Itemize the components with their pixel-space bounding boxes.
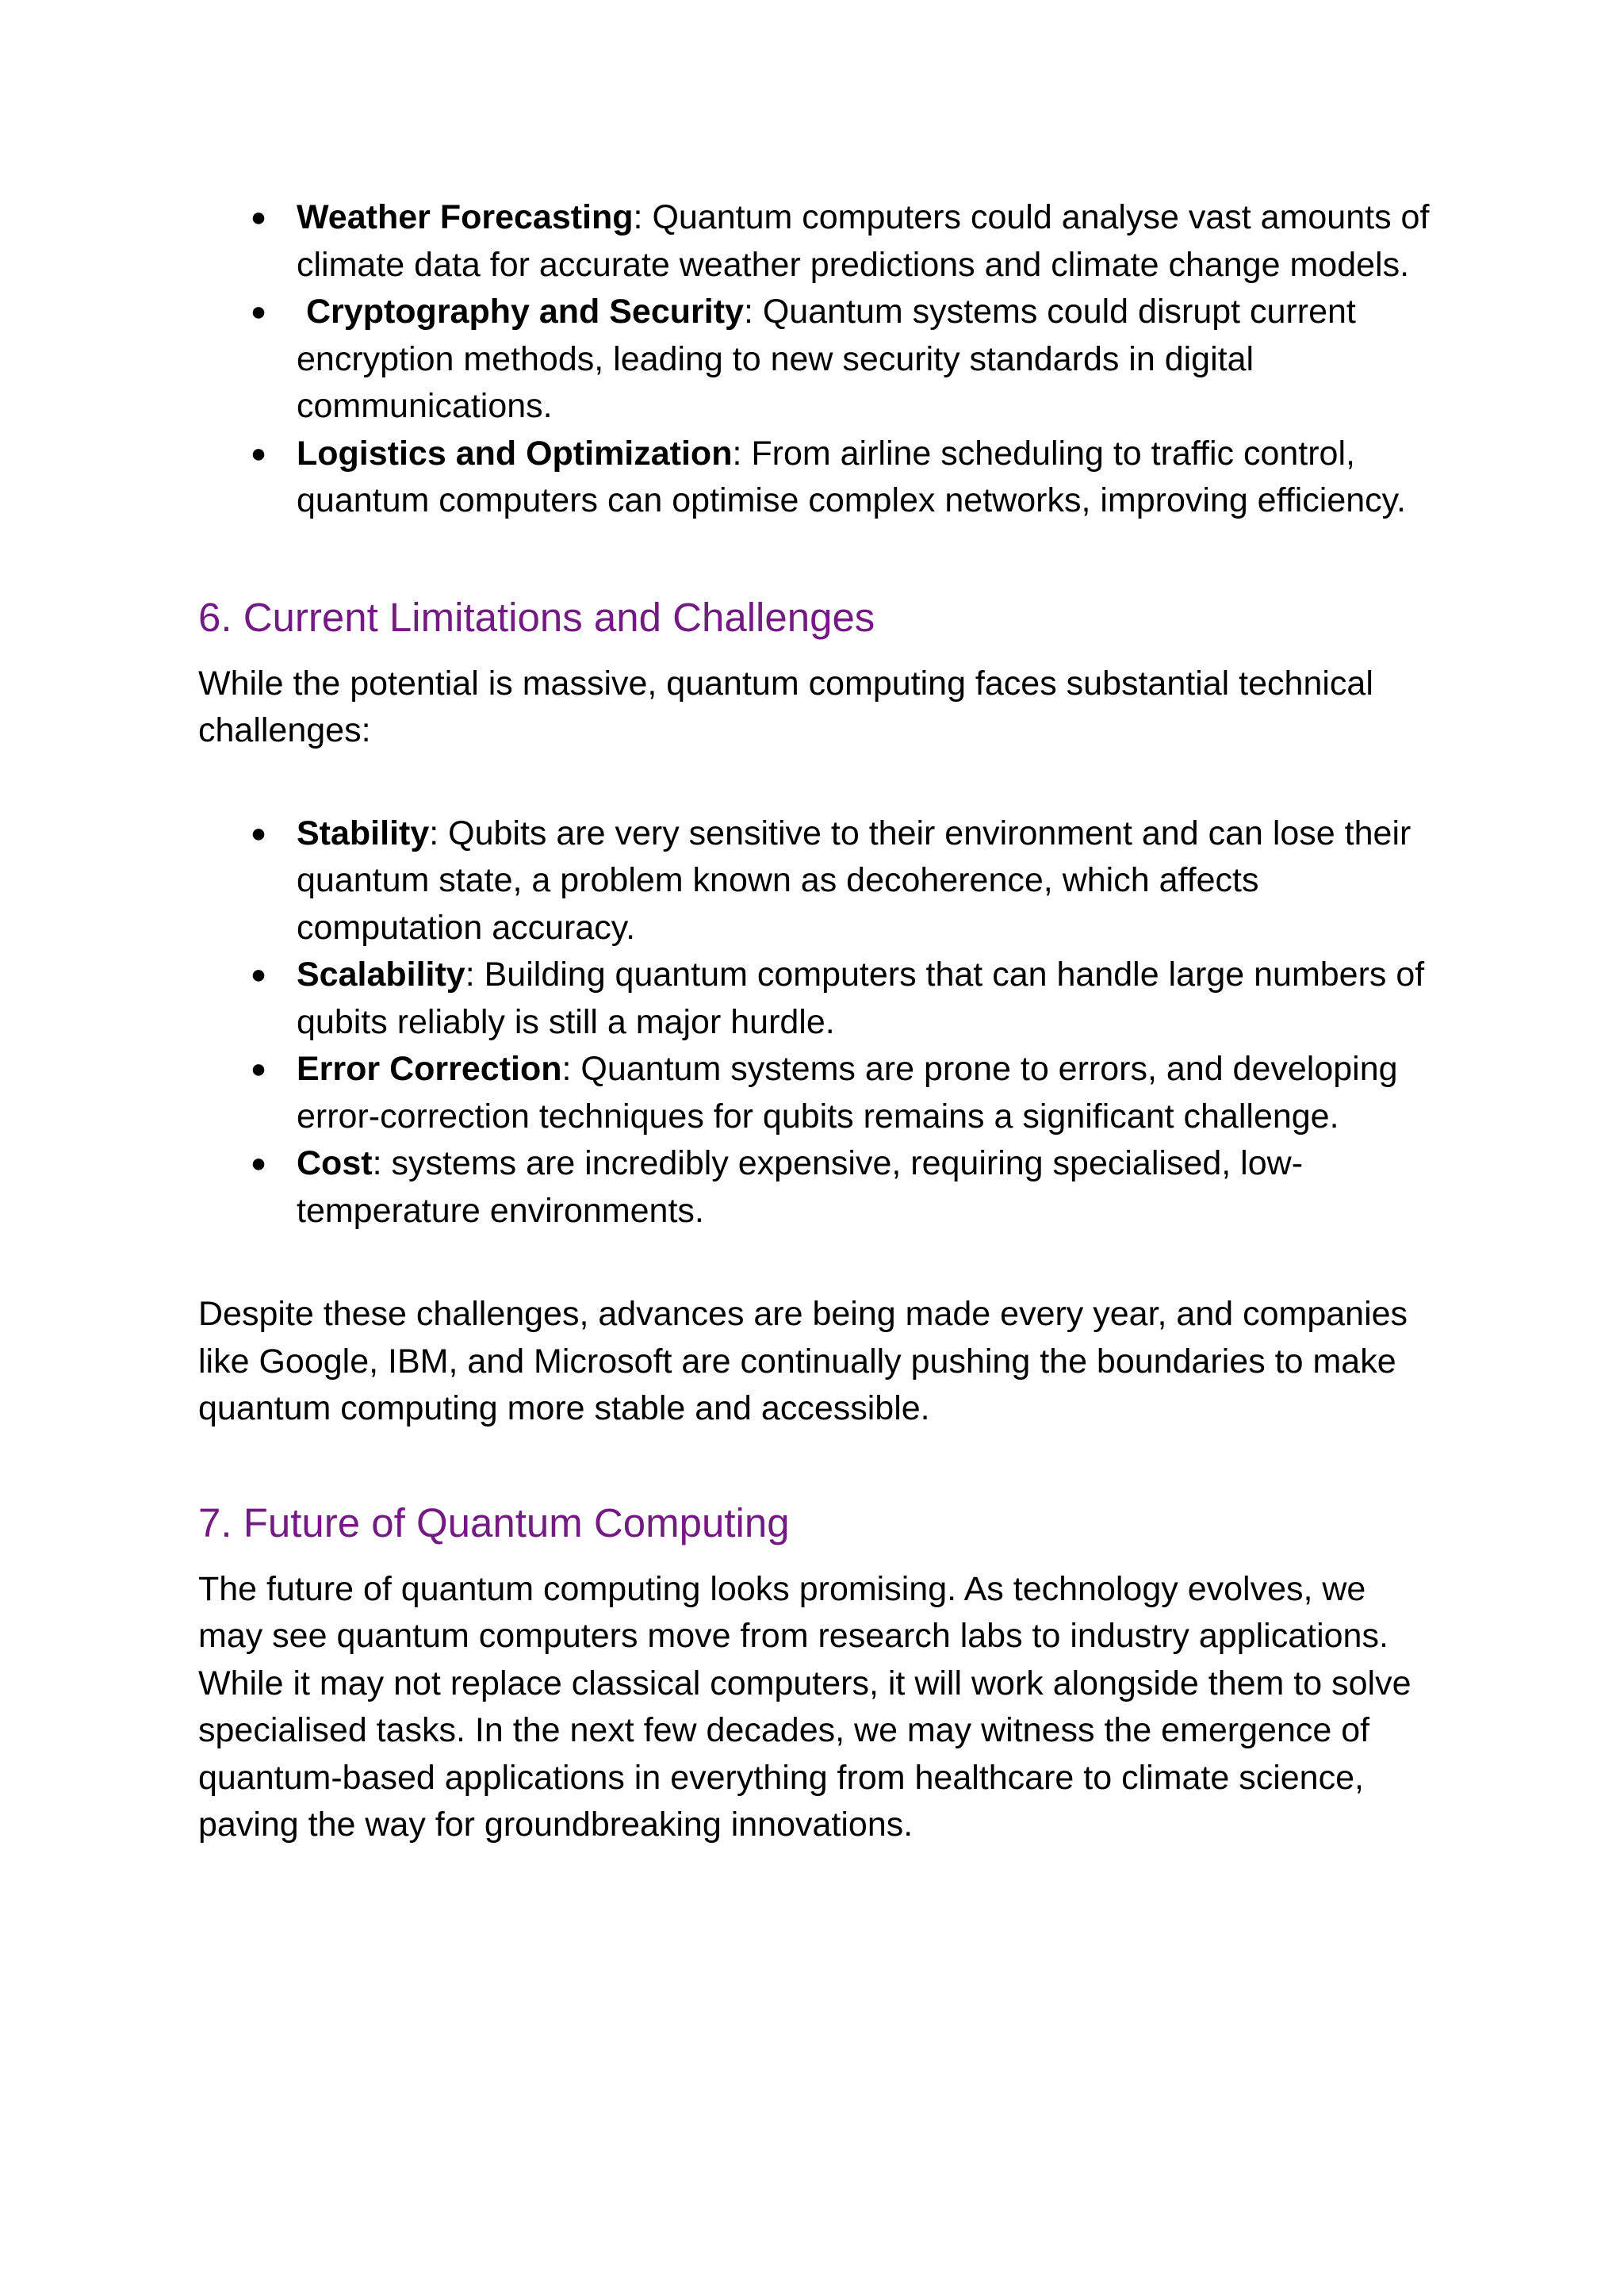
list-item [198,1140,1435,1235]
bullet-icon: ● [250,1148,267,1178]
section-heading-limitations: 6. Current Limitations and Challenges [198,594,875,640]
section-heading-future: 7. Future of Quantum Computing [198,1499,790,1545]
list-item [198,810,1435,952]
list-item-text: : Qubits are very sensitive to their environment and can lose their quantum state, a problem known as decoherence, which affects computation accuracy. [297,814,1411,947]
list-item-term: Cost [297,1144,373,1182]
bullet-icon: ● [250,1054,267,1084]
list-item-term: Logistics and Optimization [297,434,733,473]
list-item-text: : Quantum systems could disrupt current encryption methods, leading to new security standards in digital communications. [297,293,1356,425]
page-content [198,194,1435,1849]
list-item-term: Error Correction [297,1050,562,1088]
list-item-term: Weather Forecasting [297,198,634,236]
list-item-text: : systems are incredibly expensive, requiring specialised, low-temperature environments. [297,1144,1304,1230]
list-item [198,952,1435,1046]
applications-list [198,194,1435,525]
list-item [198,289,1435,431]
section-closing-paragraph: Despite these challenges, advances are being made every year, and companies like Google, IBM, and Microsoft are continually pushing the boundaries to make quantum computing more stable and accessible. [198,1295,1408,1427]
list-item-term: Scalability [297,956,465,994]
list-item [198,1046,1435,1140]
list-item-text: : Building quantum computers that can handle large numbers of qubits reliably is still a major hurdle. [297,956,1425,1041]
list-item [198,431,1435,525]
section-intro-paragraph: While the potential is massive, quantum computing faces substantial technical challenges: [198,664,1373,749]
challenges-list [198,810,1435,1235]
section-body-paragraph: The future of quantum computing looks promising. As technology evolves, we may see quantum computers move from research labs to industry applications. While it may not replace classical computers, it will work alongside them to solve specialised tasks. In the next few decades, we may witness the emergence of quantum-based applications in everything from healthcare to climate science, paving the way for groundbreaking innovations. [198,1569,1411,1844]
list-item-text: : Quantum systems are prone to errors, and developing error-correction techniques for qubits remains a significant challenge. [297,1050,1398,1136]
list-item-text: : Quantum computers could analyse vast amounts of climate data for accurate weather predictions and climate change models. [297,198,1430,284]
bullet-icon: ● [250,959,267,990]
bullet-icon: ● [250,202,267,232]
list-item [198,194,1435,289]
list-item-text: : From airline scheduling to traffic control, quantum computers can optimise complex networks, improving efficiency. [297,434,1406,519]
list-item-term: Cryptography and Security [306,293,744,331]
list-item-term: Stability [297,814,430,852]
bullet-icon: ● [250,297,267,327]
bullet-icon: ● [250,438,267,469]
bullet-icon: ● [250,818,267,848]
